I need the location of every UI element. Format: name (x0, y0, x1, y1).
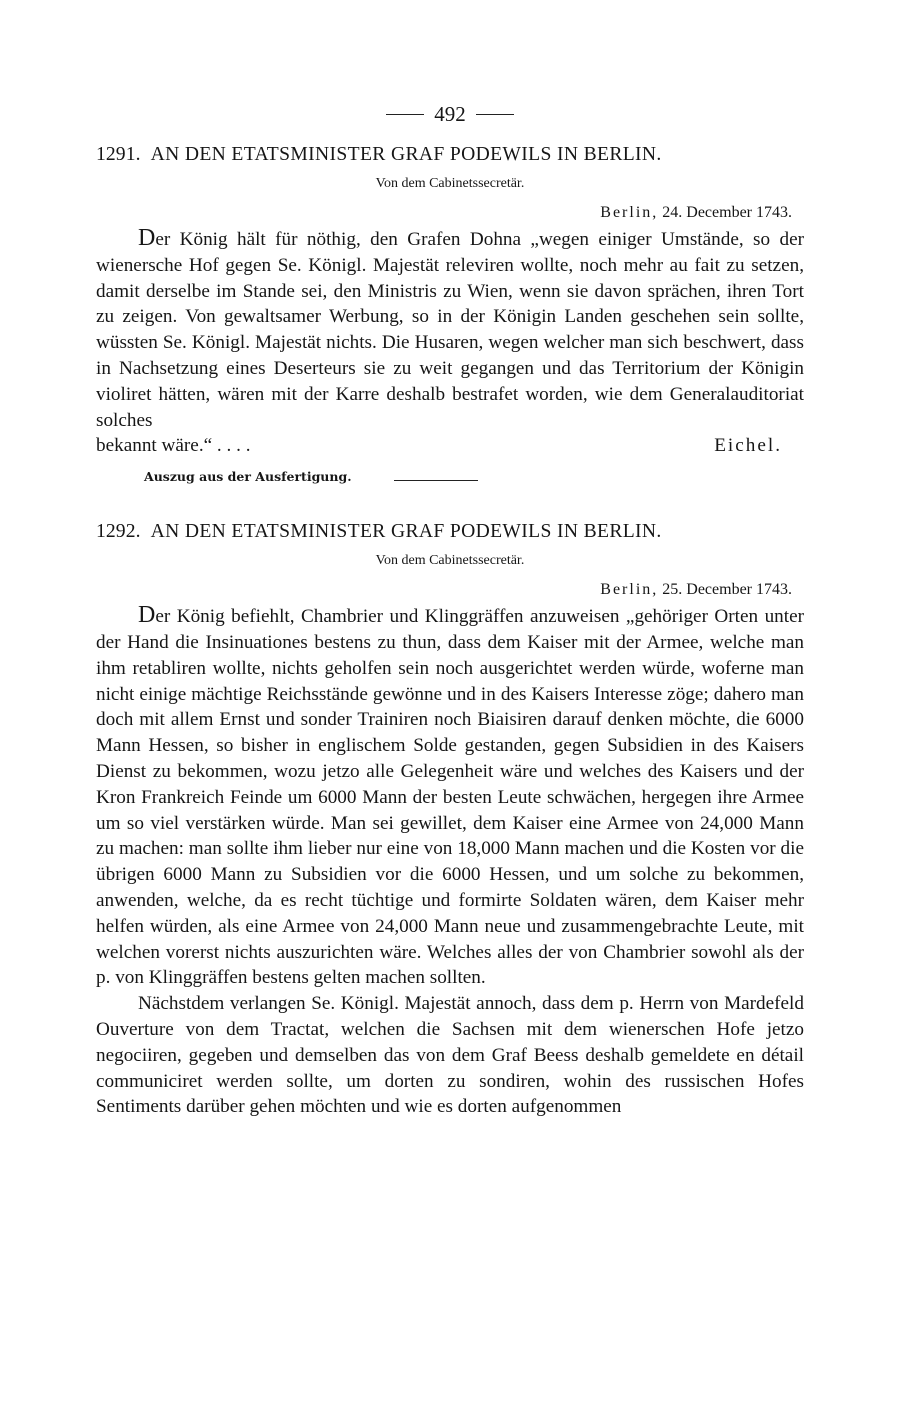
paragraph-text: Nächstdem verlangen Se. Königl. Majestät annoch, dass dem p. Herrn von Mardefeld Ouverture von dem Tractat, welchen die Sachsen mit dem wienerschen Hofe jetzo negociiren, gegeben und demselben das von dem Graf Beess deshalb gemeldete en détail communiciret werden sollte, um dorten zu sondiren, wohin des russischen Hofes Sentiments darüber gehen möchten und wie es dorten aufgenommen (96, 993, 804, 1118)
letter-1291 (96, 144, 804, 487)
letter-number: 1292. (96, 521, 141, 543)
letter-author: Von dem Cabinetssecretär. (375, 176, 525, 191)
letter-paragraph (96, 226, 804, 433)
letter-paragraph (96, 991, 804, 1120)
section-separator (394, 480, 478, 481)
letter-author: Von dem Cabinetssecretär. (375, 553, 525, 569)
letter-title: AN DEN ETATSMINISTER GRAF PODEWILS IN BERLIN. (150, 144, 662, 165)
source-note: Auszug aus der Ausfertigung. (144, 469, 352, 485)
letter-paragraph (96, 603, 804, 991)
signoff-line (96, 433, 804, 459)
letter-date: 25. December 1743. (662, 581, 792, 599)
letter-title: AN DEN ETATSMINISTER GRAF PODEWILS IN BERLIN. (150, 521, 662, 543)
letter-place: Berlin, (600, 581, 659, 599)
page-number-row (96, 98, 804, 130)
letter-date: 24. December 1743. (662, 204, 792, 221)
paragraph-text: er König hält für nöthig, den Grafen Dohna „wegen einiger Umstände, so der wienersche Hof gegen Se. Königl. Majestät releviren wollte, noch mehr au fait zu setzen, damit derselbe im Stande sei, den Ministris zu Wien, wenn sie davon sprächen, ihren Tort zu zeigen. Von gewaltsamer Werbung, so in der Königin Landen geschehen sein sollte, wüssten Se. Königl. Majestät nichts. Die Husaren, wegen welcher man sich beschwert, dass in Nachsetzung eines Deserteurs sie zu weit gegangen und das Territorium der Königin violiret hätten, wären mit der Karre deshalb bestrafet worden, wie dem Generalauditoriat solches (96, 229, 804, 431)
page-number-dash-right (476, 114, 514, 115)
source-row (96, 465, 804, 487)
document-page (96, 98, 804, 1120)
letter-heading (96, 521, 804, 543)
letter-dateline (96, 581, 804, 603)
closing-text: bekannt wäre.“ . . . . (96, 435, 251, 457)
paragraph-text: er König befiehlt, Chambrier und Klinggräffen anzuweisen „gehöriger Orten unter der Hand die Insinuationes bestens zu thun, dass dem Kaiser mit der Armee, welche man ihm retabliren wollte, nichts geholfen sein noch ausgerichtet werden würde, woferne man nicht einige mächtige Reichsstände gewönne und in des Kaisers Interesse zöge; dahero man doch mit allem Ernst und sonder Trainiren noch Biaisiren darauf denken möchte, die 6000 Mann Hessen, so bisher in englischem Solde gestanden, gegen Subsidien in des Kaisers Dienst zu bekommen, wozu jetzo alle Gelegenheit wäre und welches des Kaisers und der Kron Frankreich Feinde um 6000 Mann der besten Leute schwächen, hergegen ihre Armee um so viel verstärken würde. Man sei gewillet, dem Kaiser eine Armee von 24,000 Mann zu machen: man sollte ihm lieber nur eine von 18,000 Mann machen und die Kosten vor die übrigen 6000 Mann zu Subsidien vor die 6000 Hessen, und um solche zu bekommen, anwenden, welche, da es recht tüchtige und formirte Soldaten wären, dem Kaiser mehr helfen würden, als eine Armee von 24,000 Mann neue und zusammengebrachte Leute, mit welchen vorerst nichts auszurichten wäre. Welches alles der von Chambrier sowohl als der p. von Klinggräffen bestens gelten machen sollten. (96, 606, 804, 989)
signature: Eichel. (714, 435, 782, 457)
initial-letter: D (138, 602, 156, 629)
letter-number: 1291. (96, 144, 141, 165)
letter-place: Berlin, (600, 204, 659, 221)
letter-1292 (96, 521, 804, 1120)
page-number-dash-left (386, 114, 424, 115)
initial-letter: D (138, 225, 156, 251)
letter-heading (96, 144, 804, 166)
letter-dateline (96, 204, 804, 226)
page-number: 492 (434, 101, 466, 126)
